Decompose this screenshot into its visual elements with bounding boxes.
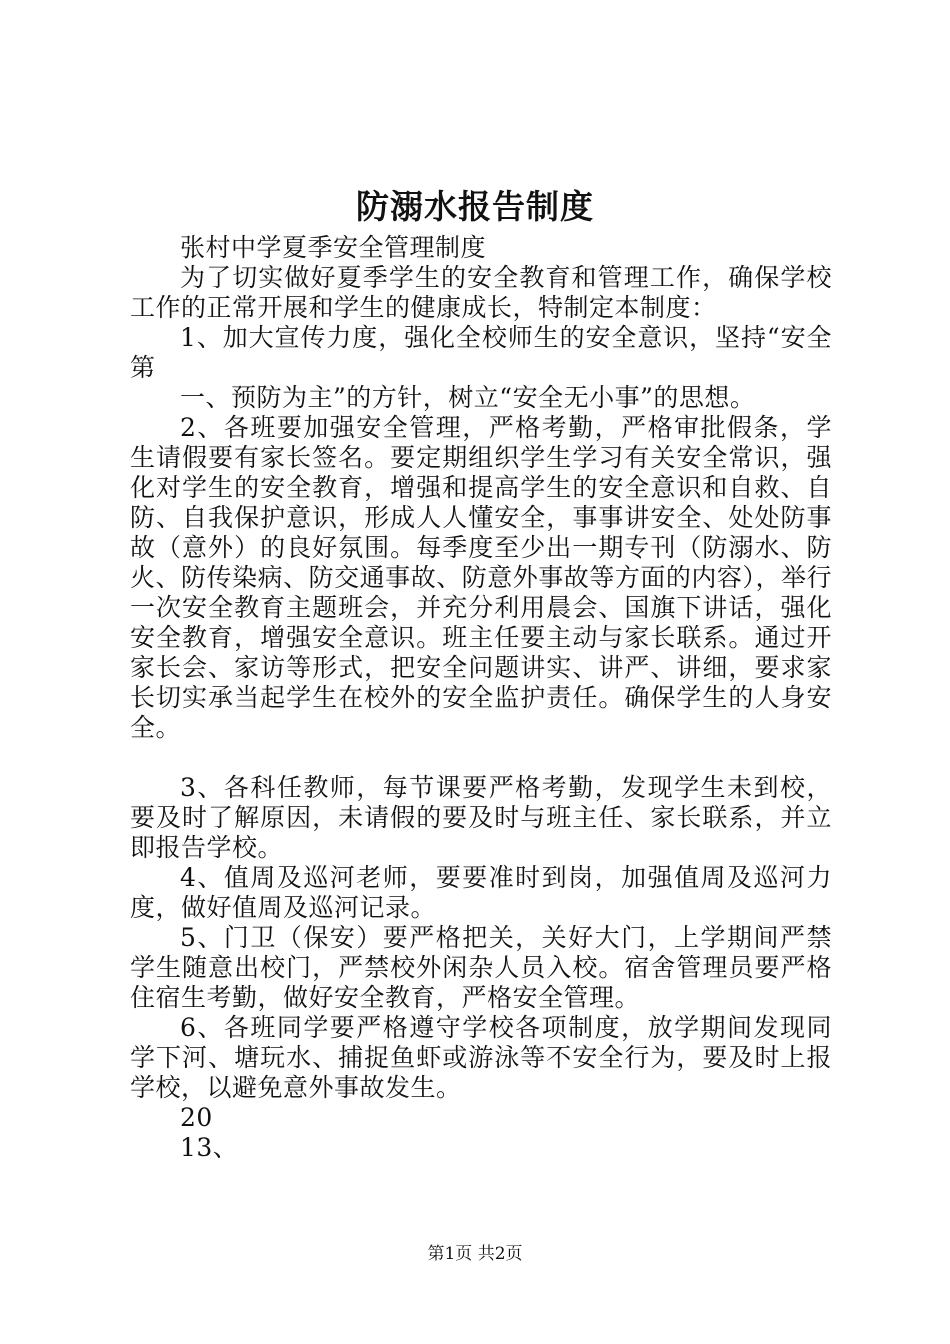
paragraph-intro: 为了切实做好夏季学生的安全教育和管理工作，确保学校工作的正常开展和学生的健康成长，特制定本制度： [130,263,832,322]
paragraph-item-1: 1、加大宣传力度，强化全校师生的安全意识，坚持“安全第 [130,323,832,382]
document-title: 防溺水报告制度 [356,187,594,226]
page-footer: 第1页 共2页 [427,1244,523,1264]
paragraph-item-5: 5、门卫（保安）要严格把关，关好大门，上学期间严禁学生随意出校门，严禁校外闲杂人员入校。宿舍管理员要严格住宿生考勤，做好安全教育，严格安全管理。 [130,923,832,1012]
paragraph-item-2: 2、各班要加强安全管理，严格考勤，严格审批假条，学生请假要有家长签名。要定期组织学生学习有关安全常识，强化对学生的安全教育，增强和提高学生的安全意识和自救、自防、自我保护意识，形成人人懂安全，事事讲安全、处处防事故（意外）的良好氛围。每季度至少出一期专刊（防溺水、防火、防传染病、防交通事故、防意外事故等方面的内容），举行一次安全教育主题班会，并充分利用晨会、国旗下讲话，强化安全教育，增强安全意识。班主任要主动与家长联系。通过开家长会、家访等形式，把安全问题讲实、讲严、讲细，要求家长切实承当起学生在校外的安全监护责任。确保学生的人身安全。 [130,413,832,742]
paragraph-school-heading: 张村中学夏季安全管理制度 [180,233,487,262]
paragraph-item-3: 3、各科任教师，每节课要严格考勤，发现学生未到校，要及时了解原因，未请假的要及时与班主任、家长联系，并立即报告学校。 [130,773,832,862]
paragraph-year-part-2: 13、 [180,1133,239,1162]
paragraph-item-6: 6、各班同学要严格遵守学校各项制度，放学期间发现同学下河、塘玩水、捕捉鱼虾或游泳等不安全行为，要及时上报学校，以避免意外事故发生。 [130,1013,832,1102]
paragraph-year-part-1: 20 [180,1103,213,1132]
document-body [130,233,832,1163]
paragraph-item-1-continued: 一、预防为主”的方针，树立“安全无小事”的思想。 [180,383,756,412]
paragraph-item-4: 4、值周及巡河老师，要要准时到岗，加强值周及巡河力度，做好值周及巡河记录。 [130,863,832,922]
